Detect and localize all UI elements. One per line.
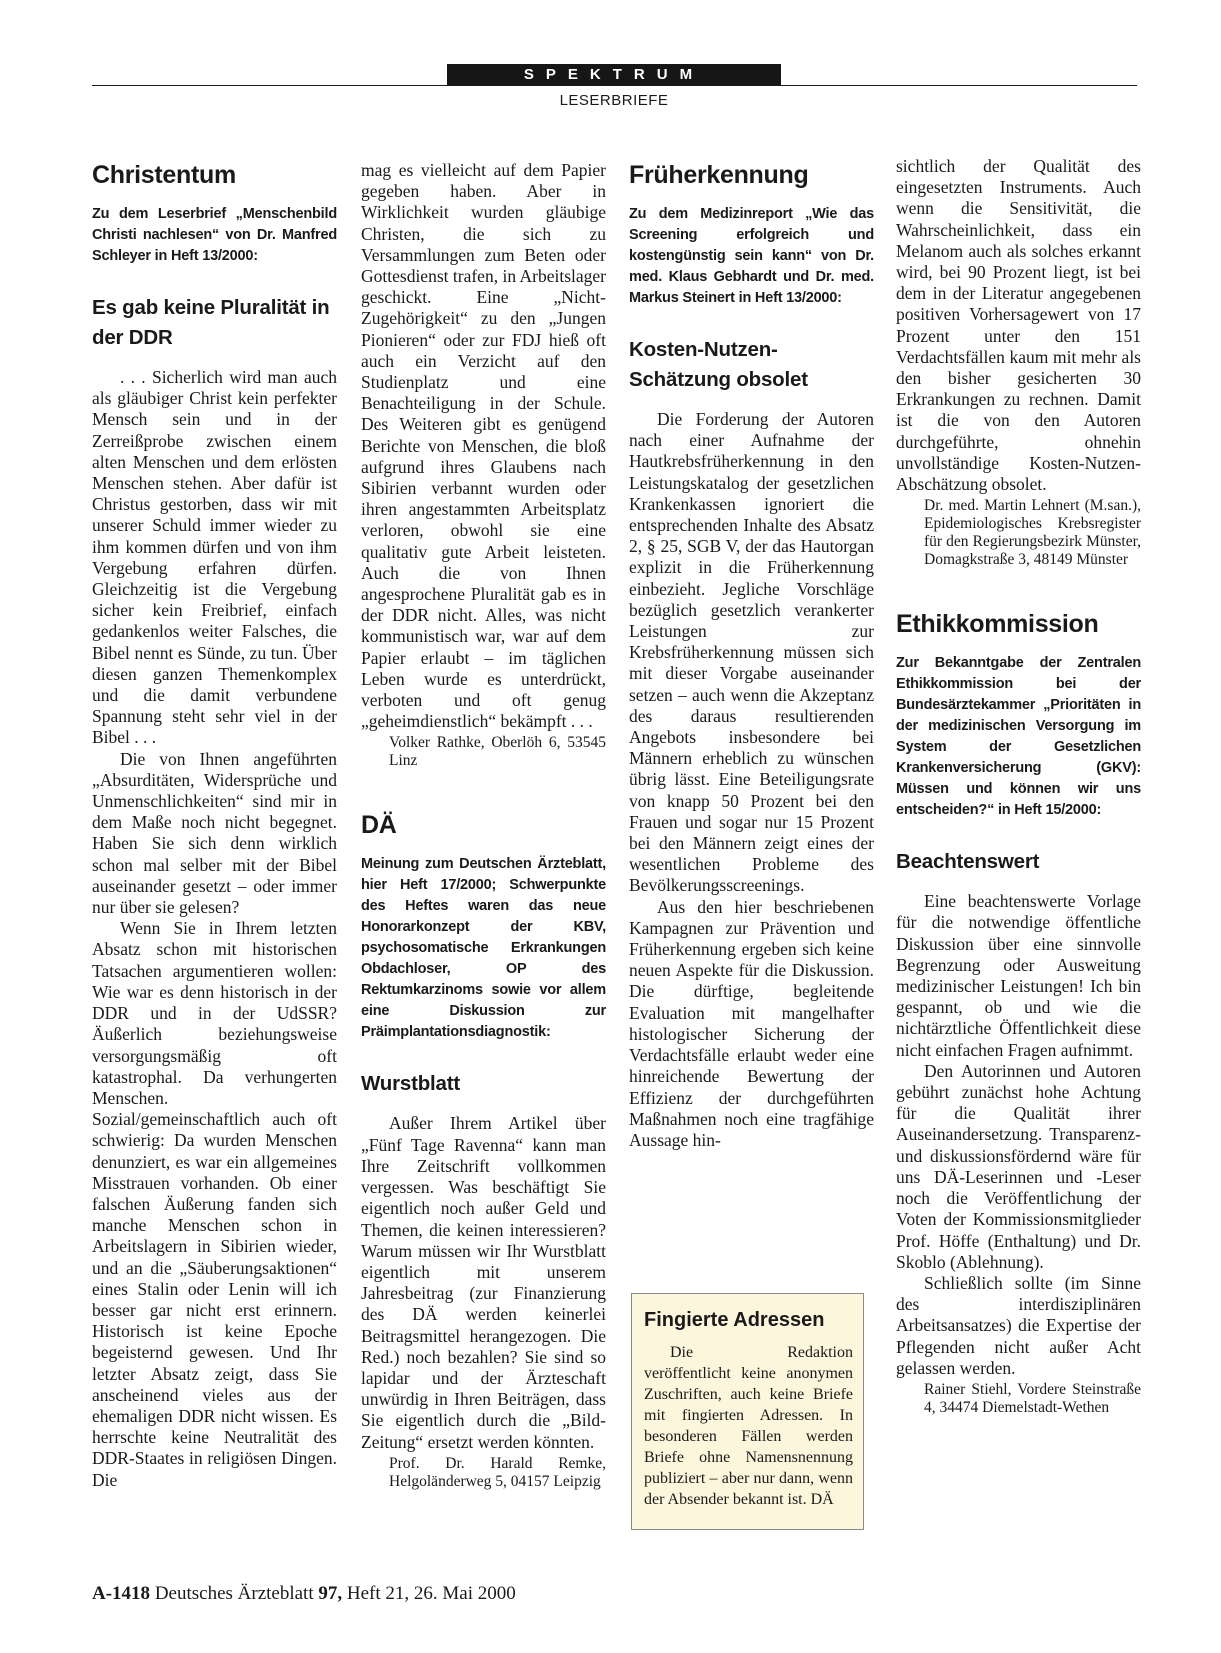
paragraph: Wenn Sie in Ihrem letzten Absatz schon mit historischen Tatsachen argumentieren wollen: Wie war es denn historisch in der DDR und in der UdSSR? Äußerlich beziehungsweise versorgungsmäßig oft katastrophal. Da verhungerten Menschen. Sozial/gemeinschaftlich auch oft schwierig: Da wurden Menschen denunziert, es war ein allgemeines Misstrauen vorhanden. Ob einer falschen Äußerung fanden sich manche Menschen schon in Arbeitslagern in Sibirien wieder, und an die „Säuberungsaktionen“ eines Stalin oder Lenin will ich besser gar nicht erst erinnern. Historisch ist keine Epoche begeisternd gewesen. Und Ihr letzter Absatz zeigt, dass Sie anscheinend vieles aus der ehemaligen DDR nicht wissen. Es herrschte keine Neutralität des DDR-Staates in religiösen Dingen. Die: [92, 918, 337, 1490]
letter-heading: Beachtenswert: [896, 850, 1040, 874]
paragraph: sichtlich der Qualität des eingesetzten Instruments. Auch wenn die Sensitivität, die Wahrscheinlichkeit, dass ein Melanom auch als solches erkannt wird, bei 90 Prozent liegt, ist bei dem in der Literatur angegebenen positiven Vorhersagewert von 17 Prozent unter den 151 Verdachtsfällen kaum mit mehr als den bisher gesicherten 30 Erkrankungen zu rechnen. Damit ist die von den Autoren durchgeführte, ohnehin unvollständige Kosten-Nutzen-Abschätzung obsolet.: [896, 156, 1141, 495]
column-3: [629, 160, 874, 1151]
article-title-frueherkennung: Früherkennung: [629, 161, 809, 189]
article-title-dae: DÄ: [361, 811, 397, 840]
letter-signature: Rainer Stiehl, Vordere Steinstraße 4, 34474 Diemelstadt-Wethen: [924, 1380, 1141, 1416]
paragraph: Eine beachtenswerte Vorlage für die notwendige öffentliche Diskussion über eine sinnvolle Begrenzung oder Ausweitung medizinischer Leistungen! Ich bin gespannt, ob und wie die nichtärztliche Öffentlichkeit diese nicht einfachen Fragen aufnimmt.: [896, 891, 1141, 1060]
paragraph: Schließlich sollte (im Sinne des interdisziplinären Arbeitsansatzes) die Expertise der Pflegenden nicht außer Acht gelassen werden.: [896, 1272, 1141, 1378]
letter-signature: Dr. med. Martin Lehnert (M.san.), Epidemiologisches Krebsregister für den Regierungsbezirk Münster, Domagkstraße 3, 48149 Münster: [924, 497, 1141, 569]
letter-signature: Prof. Dr. Harald Remke, Helgoländerweg 5, 04157 Leipzig: [389, 1454, 606, 1490]
article-title-christentum: Christentum: [92, 161, 236, 189]
paragraph: Aus den hier beschriebenen Kampagnen zur Prävention und Früherkennung ergeben sich keine neuen Aspekte für die Diskussion. Die dürftige, begleitende Evaluation mit mangelhafter histologischer Sicherung der Verdachtsfälle erlaubt weder eine hinreichende Bewertung der Effizienz der durchgeführten Maßnahmen noch eine tragfähige Aussage hin-: [629, 896, 874, 1150]
letter-body-continued: [361, 160, 606, 732]
notice-box: [631, 1293, 864, 1530]
letter-body: [896, 891, 1141, 1379]
letter-body-continued: [896, 156, 1141, 495]
paragraph: Die Forderung der Autoren nach einer Aufnahme der Hautkrebsfrüherkennung in den Leistungskatalog der gesetzlichen Krankenkassen ignoriert die entsprechenden Inhalte des Absatz 2, § 25, SGB V, der das Hautorgan explizit in die Früherkennung einbezieht. Jegliche Vorschläge bezüglich gesetzlich verankerter Leistungen zur Krebsfrüherkennung müssen sich mit dieser Vorgabe auseinander setzen – auch wenn die Akzeptanz des daraus resultierenden Angebots insbesondere bei Männern erheblich zu wünschen übrig lässt. Eine Beteiligungsrate von knapp 50 Prozent bei den Frauen und sogar nur 15 Prozent bei den Männern zeigt eines der wesentlichen Probleme des Bevölkerungsscreenings.: [629, 409, 874, 896]
issue-info: Heft 21, 26. Mai 2000: [346, 1583, 516, 1604]
letter-heading: Kosten-Nutzen-Schätzung obsolet: [629, 338, 808, 391]
article-intro: Meinung zum Deutschen Ärzteblatt, hier Heft 17/2000; Schwerpunkte des Heftes waren das neue Honorarkonzept der KBV, psychosomatische Erkrankungen Obdachloser, OP des Rektumkarzinoms sowie vor allem eine Diskussion zur Präimplantationsdiagnostik:: [361, 856, 606, 1041]
header-rule: [92, 85, 1137, 86]
letter-body: [629, 409, 874, 1151]
notice-box-title: Fingierte Adressen: [644, 1309, 825, 1331]
column-4: [896, 156, 1141, 1417]
section-banner: SPEKTRUM: [447, 64, 781, 86]
letter-heading: Es gab keine Pluralität in der DDR: [92, 296, 330, 349]
letter-body: [361, 1113, 606, 1452]
letter-heading: Wurstblatt: [361, 1072, 460, 1096]
article-intro: Zur Bekanntgabe der Zentralen Ethikkommission bei der Bundesärztekammer „Prioritäten in der medizinischen Versorgung im System der Gesetzlichen Krankenversicherung (GKV): Müssen und können wir uns entscheiden?“ in Heft 15/2000:: [896, 655, 1141, 819]
paragraph: . . . Sicherlich wird man auch als gläubiger Christ kein perfekter Mensch sein und in der Zerreißprobe zwischen einem alten Menschen und dem erlösten Menschen stehen. Aber dafür ist Christus gestorben, dass wir mit unserer Schuld immer wieder zu ihm kommen dürfen und von ihm Vergebung erfahren dürfen. Gleichzeitig ist die Vergebung sicher kein Freibrief, einfach gedankenlos weiter Falsches, die Bibel nennt es Sünde, zu tun. Über diesen ganzen Themenkomplex und die damit verbundene Spannung steht sehr viel in der Bibel . . .: [92, 367, 337, 748]
article-intro: Zu dem Medizinreport „Wie das Screening erfolgreich und kostengünstig sein kann“ von Dr. med. Klaus Gebhardt und Dr. med. Markus Steinert in Heft 13/2000:: [629, 206, 874, 306]
paragraph: Den Autorinnen und Autoren gebührt zunächst hohe Achtung für die Qualität ihrer Auseinandersetzung. Transparenz- und diskussionsfördernd wäre für uns DÄ-Leserinnen und -Leser noch die Veröffentlichung der Voten der Kommissionsmitglieder Prof. Höffe (Enthaltung) und Dr. Skoblo (Ablehnung).: [896, 1060, 1141, 1272]
page-number: A-1418: [92, 1583, 151, 1604]
letter-signature: Volker Rathke, Oberlöh 6, 53545 Linz: [389, 734, 606, 770]
paragraph: Außer Ihrem Artikel über „Fünf Tage Ravenna“ kann man Ihre Zeitschrift vollkommen vergessen. Was beschäftigt Sie eigentlich noch außer Geld und Themen, die keinen interessieren? Warum müssen wir Ihr Wurstblatt eigentlich mit unserem Jahresbeitrag (zur Finanzierung des DÄ werden keinerlei Beitragsmittel herangezogen. Die Red.) noch bezahlen? Sie sind so lapidar und der Ärzteschaft unwürdig in Ihren Beiträgen, dass Sie eigentlich durch die „Bild-Zeitung“ ersetzt werden könnten.: [361, 1113, 606, 1452]
journal-name: Deutsches Ärzteblatt: [154, 1583, 314, 1604]
paragraph: mag es vielleicht auf dem Papier gegeben haben. Aber in Wirklichkeit wurden gläubige Christen, die sich zu Versammlungen zum Beten oder Gottesdienst trafen, in Arbeitslager geschickt. Eine „Nicht-Zugehörigkeit“ zu den „Jungen Pionieren“ oder zur FDJ hieß oft auch ein Verzicht auf den Studienplatz und eine Benachteiligung in der Schule. Des Weiteren gibt es genügend Berichte von Menschen, die bloß aufgrund ihres Glaubens nach Sibirien verbannt wurden oder ihren angestammten Arbeitsplatz verloren, obwohl sie eine qualitativ gute Arbeit leisteten. Auch die von Ihnen angesprochene Pluralität gab es in der DDR nicht. Alles, was nicht kommunistisch war, war auf dem Papier erlaubt – im täglichen Leben wurde es unterdrückt, verboten und oft genug „geheimdienstlich“ bekämpft . . .: [361, 160, 606, 732]
column-2: [361, 160, 606, 1491]
paragraph: Die von Ihnen angeführten „Absurditäten, Widersprüche und Unmenschlichkeiten“ sind mir in dem Maße noch nicht begegnet. Haben Sie sich denn wirklich schon mal selber mit der Bibel auseinander gesetzt – oder immer nur über sie gelesen?: [92, 748, 337, 918]
section-subtitle: LESERBRIEFE: [559, 92, 669, 109]
article-title-ethikkommission: Ethikkommission: [896, 610, 1099, 639]
page-footer: [92, 1582, 516, 1606]
column-1: [92, 160, 337, 1491]
article-intro: Zu dem Leserbrief „Menschenbild Christi nachlesen“ von Dr. Manfred Schleyer in Heft 13/2000:: [92, 206, 337, 264]
notice-box-text: Die Redaktion veröffentlicht keine anonymen Zuschriften, auch keine Briefe mit fingierten Adressen. In besonderen Fällen werden Briefe ohne Namensnennung publiziert – aber nur dann, wenn der Absender bekannt ist. DÄ: [644, 1344, 853, 1508]
volume-number: 97,: [318, 1583, 343, 1604]
letter-body: [92, 367, 337, 1491]
